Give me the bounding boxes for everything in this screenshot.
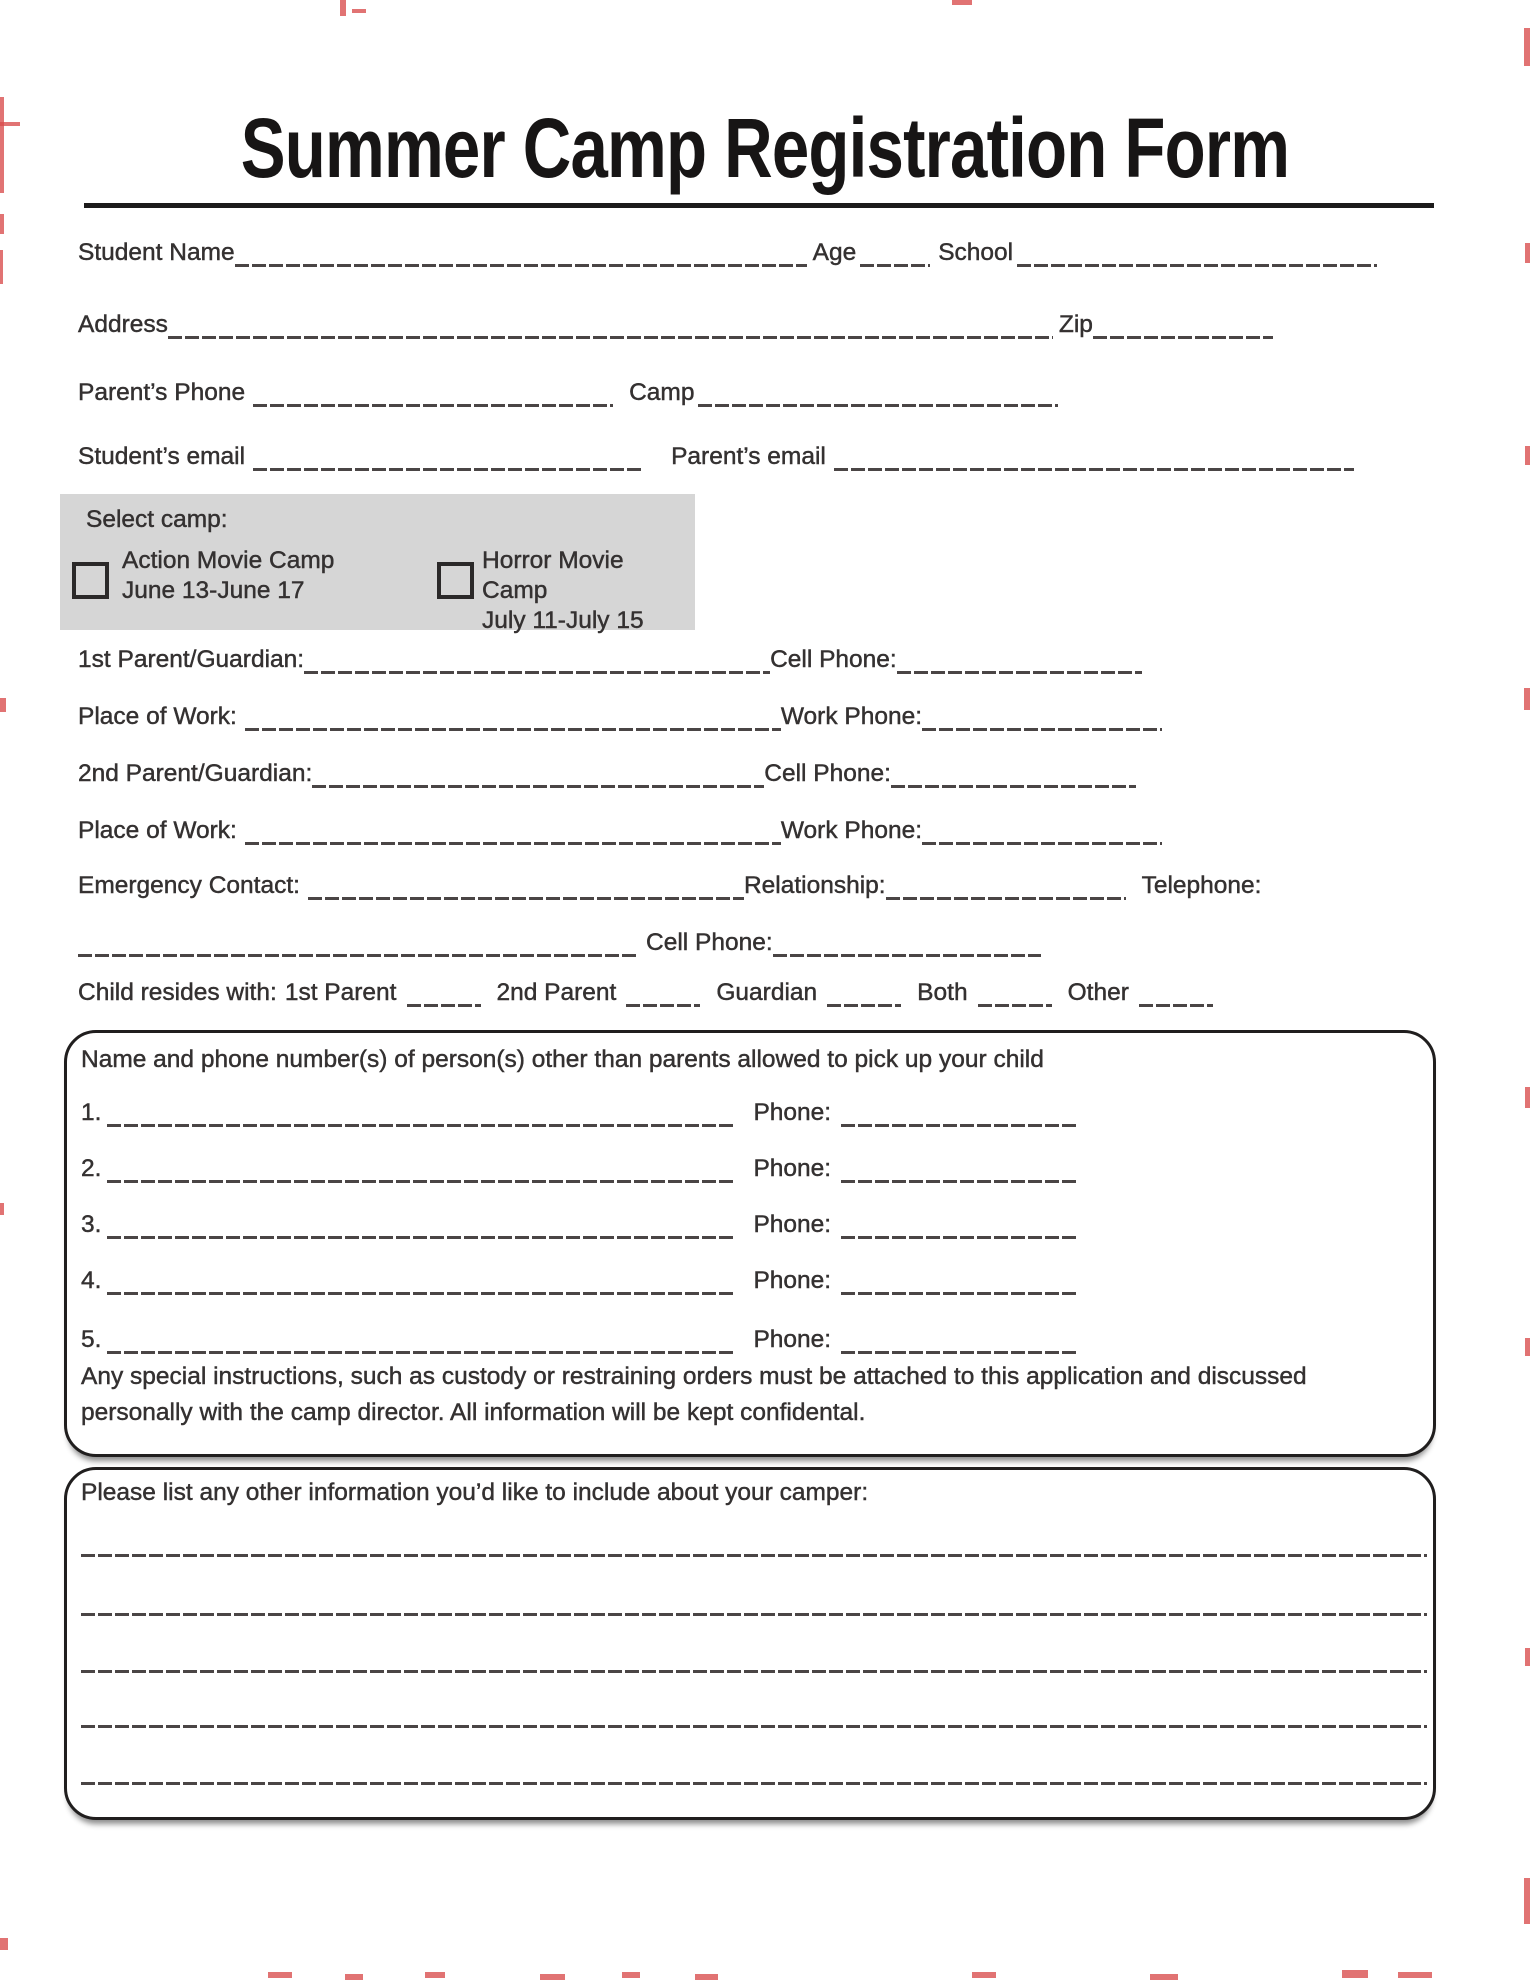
pickup-heading: Name and phone number(s) of person(s) other than parents allowed to pick up your child [81, 1046, 1044, 1073]
other-option-label: Other [1067, 979, 1129, 1006]
both-option-line [978, 1004, 1052, 1007]
students-email-blank-line [253, 468, 643, 471]
student-name-row [78, 238, 1377, 268]
telephone-label: Telephone: [1141, 872, 1262, 899]
camp-option-name: Action Movie Camp [122, 547, 335, 574]
place-of-work-blank-line [245, 728, 781, 731]
writing-line [81, 1554, 1427, 1557]
guardian-option-line [827, 1004, 901, 1007]
place-of-work-label: Place of Work: [78, 703, 237, 730]
pickup-phone-line [841, 1180, 1076, 1183]
student-name-blank-line [235, 264, 807, 267]
telephone-continuation-row [78, 928, 1041, 958]
emergency-contact-row [78, 871, 1262, 901]
child-resides-label: Child resides with: [78, 979, 277, 1006]
pickup-name-line [107, 1180, 735, 1183]
second-parent-row [78, 759, 1136, 789]
phone-label: Phone: [753, 1326, 832, 1353]
select-camp-heading: Select camp: [86, 506, 228, 533]
emails-row [78, 442, 1354, 472]
phone-label: Phone: [753, 1099, 832, 1126]
cell-phone-blank-line [773, 954, 1041, 957]
row-number: 3. [81, 1211, 102, 1238]
guardian-option-label: Guardian [716, 979, 818, 1006]
student-name-label: Student Name [78, 239, 235, 266]
age-label: Age [812, 239, 857, 266]
work-phone-blank-line [922, 842, 1162, 845]
pickup-name-line [107, 1292, 735, 1295]
row-number: 2. [81, 1155, 102, 1182]
second-parent-option-label: 2nd Parent [496, 979, 617, 1006]
horror-movie-camp-checkbox[interactable] [437, 562, 474, 599]
select-camp-box [60, 494, 695, 634]
child-resides-row [78, 978, 1213, 1008]
row-number: 1. [81, 1099, 102, 1126]
school-blank-line [1017, 264, 1377, 267]
action-movie-camp-label [122, 546, 334, 606]
pickup-row-1 [81, 1098, 1076, 1128]
writing-line [81, 1782, 1427, 1785]
both-option-label: Both [917, 979, 968, 1006]
zip-blank-line [1093, 336, 1273, 339]
address-row [78, 310, 1273, 340]
title-divider [84, 203, 1434, 208]
zip-label: Zip [1058, 311, 1093, 338]
telephone-blank-line [78, 954, 638, 957]
students-email-label: Student’s email [78, 443, 246, 470]
school-label: School [938, 239, 1014, 266]
pickup-phone-line [841, 1124, 1076, 1127]
other-info-heading: Please list any other information you’d like to include about your camper: [81, 1479, 869, 1506]
cell-phone-label: Cell Phone: [770, 646, 897, 673]
camp-blank-line [698, 404, 1058, 407]
pickup-row-3 [81, 1210, 1076, 1240]
camp-option-dates: July 11-July 15 [482, 607, 644, 634]
form-title: Summer Camp Registration Form [240, 101, 1290, 195]
other-option-line [1139, 1004, 1213, 1007]
special-instructions-note: Any special instructions, such as custody or restraining orders must be attached to this application and discussed personally with the camp director. All information will be kept confidental. [81, 1363, 1307, 1426]
first-parent-label: 1st Parent/Guardian: [78, 646, 305, 673]
relationship-label: Relationship: [743, 872, 886, 899]
row-number: 5. [81, 1326, 102, 1353]
camp-label: Camp [629, 379, 695, 406]
parents-email-blank-line [834, 468, 1354, 471]
cell-phone-label: Cell Phone: [646, 929, 773, 956]
camp-option-name: Horror Movie Camp [482, 547, 624, 604]
first-work-row [78, 702, 1162, 732]
second-parent-option-line [626, 1004, 700, 1007]
pickup-name-line [107, 1236, 735, 1239]
parents-phone-label: Parent’s Phone [78, 379, 246, 406]
first-parent-blank-line [304, 671, 770, 674]
work-phone-label: Work Phone: [780, 703, 923, 730]
pickup-name-line [107, 1124, 735, 1127]
pickup-persons-box [64, 1030, 1436, 1457]
horror-movie-camp-label [482, 546, 695, 636]
place-of-work-label: Place of Work: [78, 817, 237, 844]
camp-option-dates: June 13-June 17 [122, 577, 305, 604]
action-movie-camp-checkbox[interactable] [72, 562, 109, 599]
phone-label: Phone: [753, 1211, 832, 1238]
address-label: Address [78, 311, 168, 338]
writing-line [81, 1725, 1427, 1728]
writing-line [81, 1670, 1427, 1673]
emergency-contact-label: Emergency Contact: [78, 872, 300, 899]
second-work-row [78, 816, 1162, 846]
pickup-phone-line [841, 1351, 1076, 1354]
parents-phone-row [78, 378, 1058, 408]
pickup-row-4 [81, 1266, 1076, 1296]
writing-line [81, 1613, 1427, 1616]
cell-phone-blank-line [891, 785, 1136, 788]
other-info-box [64, 1467, 1436, 1820]
cell-phone-label: Cell Phone: [764, 760, 891, 787]
pickup-phone-line [841, 1236, 1076, 1239]
pickup-name-line [107, 1351, 735, 1354]
age-blank-line [860, 264, 930, 267]
parents-phone-blank-line [253, 404, 613, 407]
parents-email-label: Parent’s email [671, 443, 826, 470]
first-parent-row [78, 645, 1142, 675]
relationship-blank-line [886, 897, 1126, 900]
work-phone-blank-line [922, 728, 1162, 731]
phone-label: Phone: [753, 1155, 832, 1182]
pickup-row-5 [81, 1325, 1076, 1355]
place-of-work-blank-line [245, 842, 781, 845]
row-number: 4. [81, 1267, 102, 1294]
first-parent-option-label: 1st Parent [284, 979, 397, 1006]
second-parent-blank-line [312, 785, 764, 788]
phone-label: Phone: [753, 1267, 832, 1294]
work-phone-label: Work Phone: [780, 817, 923, 844]
pickup-row-2 [81, 1154, 1076, 1184]
cell-phone-blank-line [897, 671, 1142, 674]
pickup-phone-line [841, 1292, 1076, 1295]
second-parent-label: 2nd Parent/Guardian: [78, 760, 313, 787]
emergency-contact-blank-line [308, 897, 744, 900]
first-parent-option-line [407, 1004, 481, 1007]
address-blank-line [168, 336, 1053, 339]
